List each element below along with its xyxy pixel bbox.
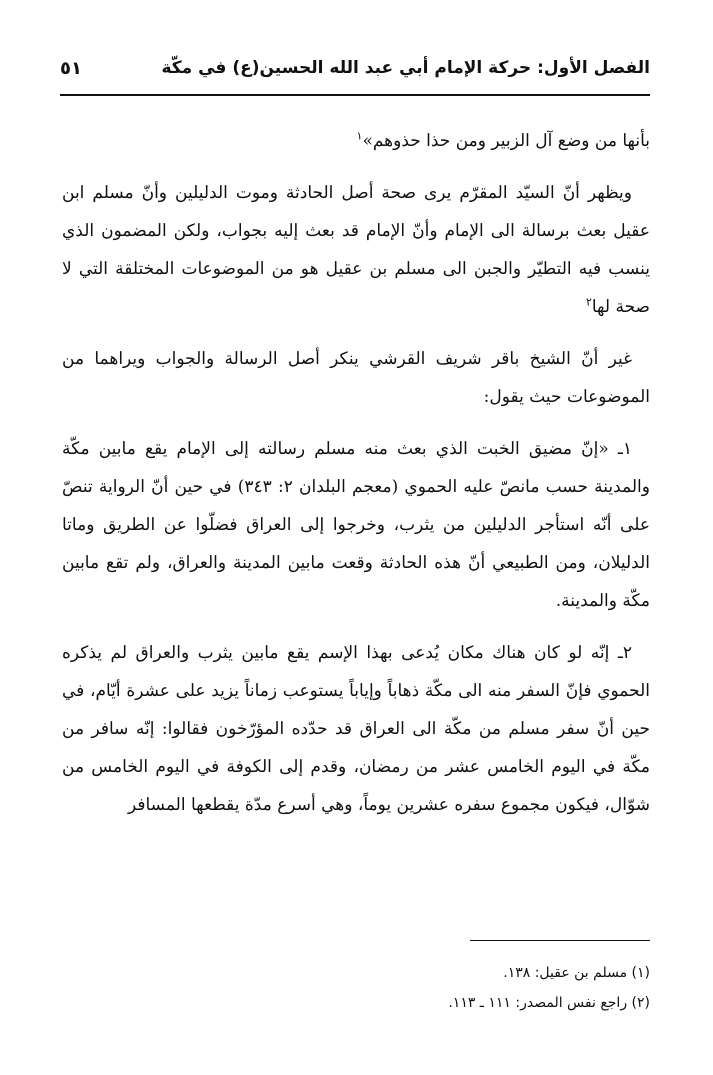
paragraph-text: ١ـ «إنّ مضيق الخبت الذي بعث منه مسلم رسالته إلى الإمام يقع مابين مكّة والمدينة حسب مانصّ عليه الحموي (معجم البلدان ٢: ٣٤٣) في حين أنّ الرواية تنصّ على أنّه استأجر الدليلين من يثرب، وخرجوا إلى العراق فضلّوا عن الطريق وماتا الدليلان، ومن الطبيعي أنّ هذه الحادثة وقعت مابين المدينة والعراق، ولم تقع مابين مكّة والمدينة. (62, 439, 650, 611)
paragraph-2 (62, 174, 650, 326)
header-divider (60, 94, 650, 96)
page-number: ٥١ (60, 58, 82, 79)
paragraph-text: ويظهر أنّ السيّد المقرّم يرى صحة أصل الحادثة وموت الدليلين وأنّ مسلم ابن عقيل بعث برسالة الى الإمام وأنّ الإمام قد بعث إليه بجواب، ولكن المضمون الذي ينسب فيه التطيّر والجبن الى مسلم بن عقيل هو من الموضوعات المختلقة التي لا صحة لها (62, 183, 650, 317)
footnote-1: (١) مسلم بن عقيل: ١٣٨. (503, 965, 650, 981)
running-header (60, 52, 650, 92)
footnote-marker[interactable]: ٢ (585, 295, 592, 309)
footnotes (62, 958, 650, 1018)
paragraph-1 (62, 122, 650, 160)
chapter-title: الفصل الأول: حركة الإمام أبي عبد الله الحسين(ع) في مكّة (161, 58, 650, 78)
paragraph-text: ٢ـ إنّه لو كان هناك مكان يُدعى بهذا الإسم يقع مابين يثرب والعراق لم يذكره الحموي فإنّ السفر منه الى مكّة ذهاباً وإياباً يستوعب زماناً يزيد على عشرة أيّام، في حين أنّ سفر مسلم من مكّة الى العراق قد حدّده المؤرّخون فقالوا: إنّه سافر من مكّة في اليوم الخامس عشر من رمضان، وقدم إلى الكوفة في اليوم الخامس من شوّال، فيكون مجموع سفره عشرين يوماً، وهي أسرع مدّة يقطعها المسافر (62, 643, 650, 815)
footnote-2: (٢) راجع نفس المصدر: ١١١ ـ ١١٣. (448, 995, 650, 1011)
paragraph-text: بأنها من وضع آل الزبير ومن حذا حذوهم» (362, 131, 650, 151)
paragraph-3 (62, 340, 650, 416)
footnote-divider (470, 940, 650, 941)
body-text (62, 122, 650, 838)
footnote-marker[interactable]: ١ (356, 129, 363, 143)
paragraph-4 (62, 430, 650, 620)
paragraph-text: غير أنّ الشيخ باقر شريف القرشي ينكر أصل الرسالة والجواب ويراهما من الموضوعات حيث يقول: (62, 349, 650, 407)
paragraph-5 (62, 634, 650, 824)
